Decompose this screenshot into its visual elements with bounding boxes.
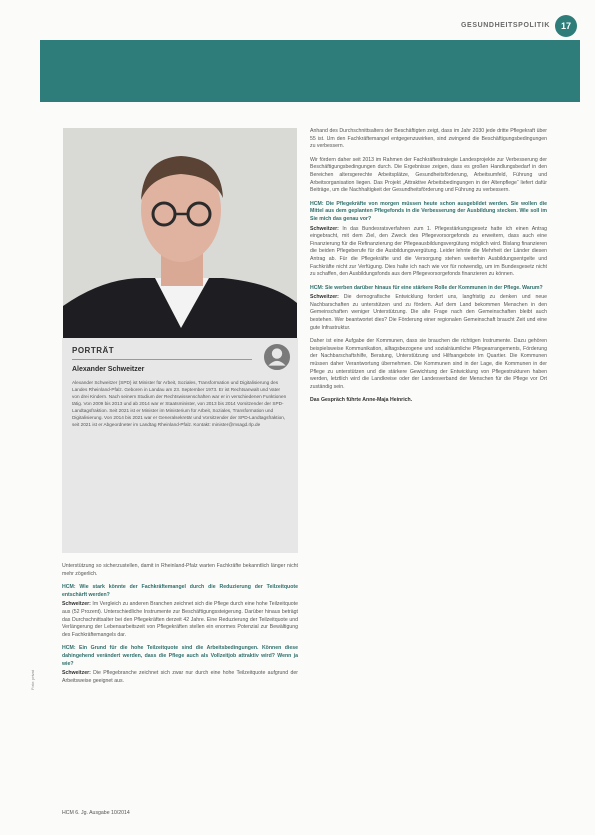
question-1: HCM: Wie stark könnte der Fachkräftemangel durch die Reduzierung der Teilzeitquote entschärft werden? xyxy=(62,584,298,598)
portrait-bio: Alexander Schweitzer (SPD) ist Minister für Arbeit, Soziales, Transformation und Digitalisierung des Landes Rheinland-Pfalz. Geboren in Landau am 23. September 1973. Er ist Rechtsanwalt und Vater von drei Kindern. Nach seinem Studium der Rechtswissenschaften war er in verschiedenen Funktionen tätig. Von 2009 bis 2013 und ab 2014 war er Staatsminister, von 2013 bis 2014 Vorsitzender der SPD-Landtagsfraktion. Seit 2021 ist er Minister im Ministerium für Arbeit, Soziales, Transformation und Digitalisierung. Von 2014 bis 2021 war er Generalsekretär und Vorsitzender der SPD-Landtagsfraktion, seit 2021 ist er Abgeordneter im Landtag Rheinland-Pfalz. Kontakt: minister@msagd.rlp.de xyxy=(72,380,287,427)
answer-4-speaker: Schweitzer: xyxy=(310,294,339,301)
header-color-band xyxy=(40,40,580,102)
page-footer: HCM 6. Jg. Ausgabe 10/2014 xyxy=(62,810,130,816)
left-text-column xyxy=(62,563,298,691)
portrait-title: PORTRÄT xyxy=(72,346,115,355)
portrait-box xyxy=(62,338,298,553)
question-3: HCM: Die Pflegekräfte von morgen müssen heute schon ausgebildet werden. Sie wollen die Mittel aus dem geplanten Pflegefonds in die Verbesserung der Ausbildung stecken. Wie soll im Sie mich das genau vor? xyxy=(310,200,547,222)
portrait-divider xyxy=(72,359,252,360)
answer-3-text: In das Bundesratsverfahren zum 1. Pflegestärkungsgesetz hatte ich einen Antrag eingebracht, mit dem Ziel, den Zweck des Pflegevorsorgefonds zu erweitern, dass auch eine Finanzierung für die Refinanzierung der Pflegeausbildungsvergütung möglich wird. Bislang finanzieren die beiden Pflegeberufe für die Ausbildungsvergütung. Leider lehnte die Mehrheit der Länder diesen Antrag ab. Für die Pflegekräfte und die Versorgung stehen weiterhin Ausbildungsentgelte und Fachkräfte nicht zur Verfügung. Dies halte ich nach wie vor für notwendig, um im Bundesgesetz nicht zu schaffen, den Ausbildungsfonds aus dem Pflegevorsorgefonds finanzieren zu können. xyxy=(310,225,547,278)
right-paragraph-3: Daher ist eine Aufgabe der Kommunen, dass sie brauchen die richtigen Instrumente. Dazu gehören beispielsweise Kommunikation, alltagsbezogene und sozialräumliche Pflegearrangements, Förderung der Nachbarschaftshilfe, Beratung, Unterstützung und Hilfsangebote im Quartier. Die Kommunen müssen daher Verantwortung übernehmen. Die Kommunen sind in der Lage, die Kommunen in der Pflege zu unterstützen und die stärkere Gewichtung der Entwicklung von Pflegestrukturen haben werden, letztlich wird die Landkreise oder der Landesverband der Menschen für die Pflege vor Ort zuständig sein. xyxy=(310,338,547,390)
answer-4 xyxy=(310,294,547,332)
answer-3-speaker: Schweitzer: xyxy=(310,225,339,232)
answer-1-text: Im Vergleich zu anderen Branchen zeichnet sich die Pflege durch eine hohe Teilzeitquote aus (52 Prozent). Unterschiedliche Instrumente zur Beschäftigungssteigerung. Darüber hinaus beträgt das Durchschnittsalter bei den Pflegekräften derzeit 42 Jahre. Eine Reduzierung der Teilzeitquote und Verlängerung der Lebensarbeitszeit von Pflegekräften stellen ein enormes Potenzial zur Bewältigung des Fachkräftemangels dar. xyxy=(62,601,298,638)
person-icon xyxy=(262,342,292,372)
answer-1-speaker: Schweitzer: xyxy=(62,601,91,608)
answer-2 xyxy=(62,670,298,685)
right-paragraph-2: Wir fördern daher seit 2013 im Rahmen der Fachkräftestrategie Landesprojekte zur Verbesserung der Beschäftigungsbedingungen durch. Die Ergebnisse zeigen, dass es großen Handlungsbedarf in den Bereichen altersgerechte Arbeitsplätze, Gesundheitsförderung, Arbeitsumfeld, Führung und Arbeitsorganisation liegen. Das Projekt „Attraktive Arbeitsbedingungen in der Altenpflege“ liefert dafür Beiträge, um die Nachhaltigkeit der Gesundheitsförderung und Führung zu verbessern. xyxy=(310,156,547,194)
question-4: HCM: Sie werben darüber hinaus für eine stärkere Rolle der Kommunen in der Pflege. Warum? xyxy=(310,284,543,291)
question-2: HCM: Ein Grund für die hohe Teilzeitquote sind die Arbeitsbedingungen. Können diese dahingehend verändert werden, dass die Pflege auch als Vollzeitjob attraktiv wird? Wenn ja wie? xyxy=(62,645,298,667)
page-number-badge: 17 xyxy=(555,15,577,37)
right-paragraph-1: Anhand des Durchschnittsalters der Beschäftigten zeigt, dass im Jahr 2030 jede dritte Pflegekraft über 55 ist. Um den Fachkräftemangel entgegenzuwirken, sind zwingend die Beschäftigungsbedingungen zu verbessern. xyxy=(310,128,547,150)
answer-2-text: Die Pflegebranche zeichnet sich zwar nur durch eine hohe Teilzeitquote aufgrund der Arbeitsweise geeignet aus. xyxy=(62,670,298,684)
answer-1 xyxy=(62,601,298,639)
photo-credit: Foto: privat xyxy=(30,669,35,690)
portrait-name: Alexander Schweitzer xyxy=(72,366,145,373)
portrait-photo xyxy=(63,128,297,348)
intro-paragraph: Unterstützung so sicherzustellen, damit in Rheinland-Pfalz warten Fachkräfte bekanntlich länger nicht mehr zögerlich. xyxy=(62,563,298,577)
answer-2-speaker: Schweitzer: xyxy=(62,670,91,677)
answer-3 xyxy=(310,226,547,279)
right-text-column xyxy=(310,128,547,411)
interview-credit: Das Gespräch führte Anne-Maja Heinrich. xyxy=(310,397,413,404)
section-label: GESUNDHEITSPOLITIK xyxy=(461,22,550,29)
answer-4-text: Die demografische Entwicklung fordert uns, langfristig zu denken und neue Nachbarschaften zu unterstützen und zu fördern. Auf dem Land bekommen Menschen in den Gemeinschaften weniger Unterstützung. Die alte Frage nach den Gemeinschaften bleibt auch bestehen. Wer beantwortet dies? Die Förderung einer regionalen Gemeinschaft braucht Zeit und eine gute Infrastruktur. xyxy=(310,294,547,331)
